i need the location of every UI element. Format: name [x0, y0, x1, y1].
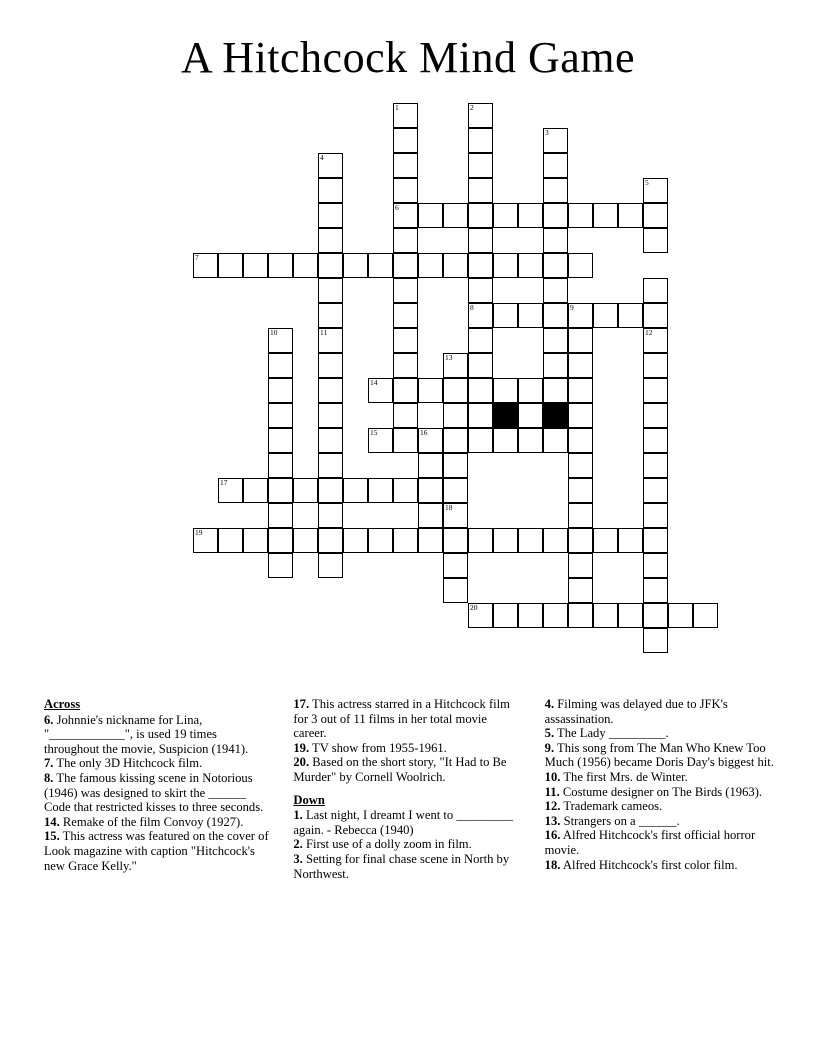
grid-cell[interactable] [543, 528, 568, 553]
clue-number: 1. [293, 808, 303, 823]
grid-cell[interactable] [243, 528, 268, 553]
clue-text: The first Mrs. de Winter. [563, 769, 688, 784]
clue-down-4 [545, 697, 774, 726]
grid-cell[interactable] [393, 528, 418, 553]
clue-number: 13. [544, 813, 561, 828]
grid-cell-number: 1 [395, 103, 399, 112]
grid-cell[interactable] [443, 578, 468, 603]
grid-cell[interactable] [268, 403, 293, 428]
grid-cell[interactable] [643, 628, 668, 653]
grid-cell-number: 11 [320, 328, 328, 337]
grid-cell[interactable] [468, 178, 493, 203]
grid-cell-number: 10 [270, 328, 278, 337]
grid-cell[interactable] [568, 428, 593, 453]
grid-cell[interactable] [543, 303, 568, 328]
grid-cell[interactable] [218, 528, 243, 553]
clue-down-5 [545, 726, 774, 741]
grid-cell[interactable] [568, 528, 593, 553]
grid-cell[interactable] [593, 528, 618, 553]
grid-cell[interactable] [543, 128, 568, 153]
clue-text: The famous kissing scene in Notorious (1946) was designed to skirt the ______ Code that restricted kisses to three seconds. [44, 770, 264, 815]
clues-column-1 [44, 697, 271, 881]
grid-cell[interactable] [568, 303, 593, 328]
grid-cell[interactable] [618, 603, 643, 628]
grid-cell-number: 18 [445, 503, 453, 512]
grid-cell-number: 8 [470, 303, 474, 312]
clue-number: 3. [293, 851, 303, 866]
clue-down-1 [293, 808, 522, 837]
grid-cell[interactable] [393, 103, 418, 128]
grid-cell[interactable] [443, 453, 468, 478]
column-spacer [293, 785, 522, 793]
clue-across-19 [293, 741, 522, 756]
grid-cell-number: 9 [570, 303, 574, 312]
grid-cell[interactable] [518, 603, 543, 628]
grid-cell[interactable] [418, 253, 443, 278]
clue-number: 7. [44, 756, 54, 771]
grid-cell[interactable] [393, 328, 418, 353]
grid-cell[interactable] [318, 353, 343, 378]
grid-cell[interactable] [643, 578, 668, 603]
grid-cell[interactable] [643, 353, 668, 378]
clue-text: Based on the short story, "It Had to Be Murder" by Cornell Woolrich. [293, 755, 507, 784]
grid-cell[interactable] [393, 228, 418, 253]
grid-cell[interactable] [568, 328, 593, 353]
grid-cell[interactable] [468, 428, 493, 453]
grid-cell[interactable] [518, 253, 543, 278]
grid-cell[interactable] [568, 403, 593, 428]
grid-cell[interactable] [368, 528, 393, 553]
clue-across-7 [44, 756, 271, 771]
grid-cell[interactable] [518, 378, 543, 403]
grid-cell[interactable] [468, 128, 493, 153]
grid-cell[interactable] [643, 428, 668, 453]
grid-cell[interactable] [193, 528, 218, 553]
grid-cell[interactable] [393, 278, 418, 303]
clue-across-17 [293, 697, 522, 741]
grid-cell[interactable] [293, 253, 318, 278]
grid-cell[interactable] [268, 453, 293, 478]
grid-cell[interactable] [218, 478, 243, 503]
clue-text: Strangers on a ______. [563, 813, 680, 828]
grid-cell[interactable] [243, 478, 268, 503]
grid-cell-number: 3 [545, 128, 549, 137]
clue-number: 11. [544, 784, 560, 799]
grid-cell[interactable] [318, 278, 343, 303]
grid-cell[interactable] [393, 378, 418, 403]
clue-down-3 [293, 852, 522, 881]
grid-cell-number: 16 [420, 428, 428, 437]
grid-cell[interactable] [368, 378, 393, 403]
grid-cell[interactable] [468, 228, 493, 253]
grid-cell[interactable] [618, 203, 643, 228]
grid-cell[interactable] [318, 328, 343, 353]
clue-number: 15. [44, 829, 60, 844]
grid-cell-blocked [543, 403, 568, 428]
grid-cell[interactable] [568, 203, 593, 228]
grid-cell[interactable] [418, 503, 443, 528]
grid-cell[interactable] [543, 328, 568, 353]
grid-cell[interactable] [493, 253, 518, 278]
clue-number: 8. [44, 770, 54, 785]
clue-text: Alfred Hitchcock's first color film. [562, 857, 738, 872]
grid-cell[interactable] [418, 478, 443, 503]
clue-down-2 [293, 837, 522, 852]
grid-cell[interactable] [318, 153, 343, 178]
grid-cell[interactable] [468, 278, 493, 303]
grid-cell[interactable] [268, 328, 293, 353]
grid-cell[interactable] [568, 453, 593, 478]
grid-cell[interactable] [393, 128, 418, 153]
grid-cell[interactable] [368, 478, 393, 503]
clue-number: 16. [544, 828, 561, 843]
grid-cell-number: 14 [370, 378, 378, 387]
grid-cell-number: 12 [645, 328, 653, 337]
grid-cell[interactable] [393, 428, 418, 453]
grid-cell[interactable] [543, 603, 568, 628]
grid-cell[interactable] [468, 528, 493, 553]
across-heading: Across [44, 697, 81, 711]
grid-cell-number: 5 [645, 178, 649, 187]
clue-text: TV show from 1955-1961. [312, 740, 447, 755]
clue-number: 14. [44, 814, 60, 829]
grid-cell[interactable] [493, 378, 518, 403]
clue-across-20 [293, 755, 522, 784]
clue-text: First use of a dolly zoom in film. [305, 837, 472, 852]
grid-cell[interactable] [593, 303, 618, 328]
grid-cell[interactable] [318, 203, 343, 228]
grid-cell[interactable] [568, 603, 593, 628]
grid-cell[interactable] [218, 253, 243, 278]
clue-number: 6. [44, 712, 54, 727]
clue-text: This actress starred in a Hitchcock film for 3 out of 11 films in her total movie career. [293, 697, 510, 741]
clue-text: Trademark cameos. [563, 799, 663, 814]
grid-cell-number: 17 [220, 478, 228, 487]
grid-cell[interactable] [468, 328, 493, 353]
clue-across-8 [44, 771, 271, 815]
grid-cell[interactable] [443, 353, 468, 378]
grid-cell[interactable] [368, 253, 393, 278]
grid-cell[interactable] [543, 228, 568, 253]
clue-number: 9. [544, 740, 555, 755]
clue-text: Alfred Hitchcock's first official horror movie. [544, 828, 756, 857]
clues-column-3 [545, 697, 774, 881]
grid-cell[interactable] [318, 528, 343, 553]
grid-cell[interactable] [418, 378, 443, 403]
grid-cell[interactable] [593, 203, 618, 228]
grid-cell[interactable] [493, 428, 518, 453]
grid-cell[interactable] [443, 378, 468, 403]
grid-cell[interactable] [468, 103, 493, 128]
grid-cell-number: 20 [470, 603, 478, 612]
clue-text: Setting for final chase scene in North by Northwest. [293, 851, 510, 881]
grid-cell[interactable] [493, 528, 518, 553]
grid-cell[interactable] [643, 503, 668, 528]
grid-cell[interactable] [493, 303, 518, 328]
grid-cell[interactable] [643, 228, 668, 253]
grid-cell[interactable] [318, 303, 343, 328]
clue-down-12 [545, 799, 774, 814]
grid-cell[interactable] [268, 553, 293, 578]
grid-cell[interactable] [568, 553, 593, 578]
grid-cell[interactable] [318, 378, 343, 403]
grid-cell[interactable] [343, 528, 368, 553]
clue-number: 12. [544, 799, 561, 814]
clue-down-11 [545, 785, 774, 800]
grid-cell[interactable] [518, 403, 543, 428]
clue-down-18 [545, 858, 774, 873]
grid-cell[interactable] [443, 478, 468, 503]
grid-cell[interactable] [393, 303, 418, 328]
grid-cell[interactable] [243, 253, 268, 278]
grid-cell[interactable] [268, 528, 293, 553]
grid-cell-number: 6 [395, 203, 399, 212]
clue-number: 18. [544, 857, 561, 872]
grid-cell[interactable] [318, 178, 343, 203]
clues-column-2 [293, 697, 522, 881]
grid-cell[interactable] [468, 253, 493, 278]
clue-text: Filming was delayed due to JFK's assassination. [544, 697, 728, 726]
grid-cell[interactable] [568, 378, 593, 403]
grid-cell[interactable] [318, 228, 343, 253]
grid-cell[interactable] [318, 253, 343, 278]
grid-cell-number: 4 [320, 153, 324, 162]
grid-cell[interactable] [193, 253, 218, 278]
clue-across-14 [44, 815, 271, 830]
grid-cell[interactable] [293, 478, 318, 503]
grid-cell[interactable] [393, 203, 418, 228]
grid-cell[interactable] [643, 603, 668, 628]
clue-down-16 [545, 828, 774, 857]
grid-cell[interactable] [593, 603, 618, 628]
page-title: A Hitchcock Mind Game [180, 33, 636, 82]
grid-cell[interactable] [318, 403, 343, 428]
clue-text: Johnnie's nickname for Lina, "____________", is used 19 times throughout the movie, Suspicion (1941). [44, 712, 249, 756]
grid-cell[interactable] [518, 303, 543, 328]
grid-cell[interactable] [343, 253, 368, 278]
grid-cell[interactable] [393, 178, 418, 203]
grid-cell[interactable] [643, 378, 668, 403]
grid-cell-blocked [493, 403, 518, 428]
grid-cell[interactable] [443, 428, 468, 453]
grid-cell[interactable] [393, 153, 418, 178]
grid-cell-number: 13 [445, 353, 453, 362]
grid-cell[interactable] [268, 353, 293, 378]
grid-cell[interactable] [543, 178, 568, 203]
clue-down-9 [545, 741, 774, 770]
grid-cell[interactable] [643, 553, 668, 578]
clue-number: 5. [544, 726, 555, 741]
grid-cell[interactable] [468, 603, 493, 628]
grid-cell[interactable] [568, 478, 593, 503]
grid-cell[interactable] [268, 503, 293, 528]
grid-cell-number: 15 [370, 428, 378, 437]
grid-cell[interactable] [468, 153, 493, 178]
down-heading: Down [293, 792, 325, 807]
clue-text: The only 3D Hitchcock film. [56, 756, 203, 771]
grid-cell[interactable] [643, 528, 668, 553]
clues-section [44, 697, 774, 881]
grid-cell[interactable] [318, 478, 343, 503]
grid-cell[interactable] [443, 253, 468, 278]
grid-cell[interactable] [468, 353, 493, 378]
grid-cell[interactable] [568, 253, 593, 278]
grid-cell[interactable] [618, 528, 643, 553]
grid-cell[interactable] [318, 453, 343, 478]
grid-cell[interactable] [643, 328, 668, 353]
grid-cell[interactable] [418, 453, 443, 478]
grid-cell[interactable] [418, 528, 443, 553]
grid-cell[interactable] [643, 278, 668, 303]
grid-cell[interactable] [568, 578, 593, 603]
grid-cell[interactable] [268, 253, 293, 278]
grid-cell[interactable] [518, 428, 543, 453]
clue-text: This actress was featured on the cover of Look magazine with caption "Hitchcock's new Grace Kelly." [44, 829, 269, 873]
grid-cell-number: 19 [195, 528, 203, 537]
grid-cell[interactable] [643, 403, 668, 428]
grid-cell[interactable] [643, 203, 668, 228]
grid-cell[interactable] [443, 403, 468, 428]
grid-cell-number: 2 [470, 103, 474, 112]
grid-cell[interactable] [418, 203, 443, 228]
grid-cell[interactable] [543, 378, 568, 403]
grid-cell[interactable] [568, 353, 593, 378]
grid-cell[interactable] [468, 403, 493, 428]
grid-cell[interactable] [418, 428, 443, 453]
grid-cell[interactable] [293, 528, 318, 553]
grid-cell[interactable] [693, 603, 718, 628]
grid-cell[interactable] [468, 303, 493, 328]
grid-cell[interactable] [468, 378, 493, 403]
grid-cell[interactable] [443, 503, 468, 528]
clue-down-10 [545, 770, 774, 785]
grid-cell[interactable] [518, 203, 543, 228]
clue-text: Last night, I dreamt I went to _________ again. - Rebecca (1940) [293, 808, 514, 837]
clue-number: 4. [544, 697, 555, 711]
grid-cell[interactable] [343, 478, 368, 503]
grid-cell[interactable] [543, 353, 568, 378]
grid-cell[interactable] [268, 428, 293, 453]
grid-cell[interactable] [393, 403, 418, 428]
grid-cell[interactable] [393, 253, 418, 278]
grid-cell[interactable] [618, 303, 643, 328]
grid-cell[interactable] [443, 528, 468, 553]
clue-down-13 [545, 814, 774, 829]
grid-cell[interactable] [443, 553, 468, 578]
grid-cell[interactable] [393, 478, 418, 503]
grid-cell[interactable] [368, 428, 393, 453]
clue-text: This song from The Man Who Knew Too Much (1956) became Doris Day's biggest hit. [544, 740, 774, 770]
crossword-grid-container [0, 103, 816, 673]
clue-number: 20. [293, 755, 310, 770]
clue-across-15 [44, 829, 271, 873]
grid-cell[interactable] [268, 378, 293, 403]
clue-text: The Lady _________. [557, 726, 669, 741]
grid-cell[interactable] [443, 203, 468, 228]
grid-cell[interactable] [643, 178, 668, 203]
grid-cell[interactable] [318, 503, 343, 528]
grid-cell[interactable] [543, 278, 568, 303]
clue-number: 19. [293, 740, 310, 755]
grid-cell[interactable] [543, 203, 568, 228]
clue-across-6 [44, 713, 271, 757]
grid-cell[interactable] [543, 428, 568, 453]
grid-cell[interactable] [643, 303, 668, 328]
grid-cell[interactable] [668, 603, 693, 628]
clue-number: 17. [293, 697, 310, 711]
clue-number: 2. [293, 837, 303, 852]
clue-text: Remake of the film Convoy (1927). [62, 814, 244, 829]
grid-cell[interactable] [468, 203, 493, 228]
grid-cell[interactable] [493, 203, 518, 228]
grid-cell[interactable] [393, 353, 418, 378]
grid-cell[interactable] [518, 528, 543, 553]
grid-cell-number: 7 [195, 253, 199, 262]
grid-cell[interactable] [643, 453, 668, 478]
grid-cell[interactable] [543, 153, 568, 178]
grid-cell[interactable] [643, 478, 668, 503]
grid-cell[interactable] [493, 603, 518, 628]
grid-cell[interactable] [318, 428, 343, 453]
crossword-grid[interactable] [118, 103, 698, 673]
grid-cell[interactable] [543, 253, 568, 278]
grid-cell[interactable] [268, 478, 293, 503]
clue-number: 10. [544, 769, 561, 784]
grid-cell[interactable] [568, 503, 593, 528]
grid-cell[interactable] [318, 553, 343, 578]
clue-text: Costume designer on The Birds (1963). [562, 784, 763, 799]
